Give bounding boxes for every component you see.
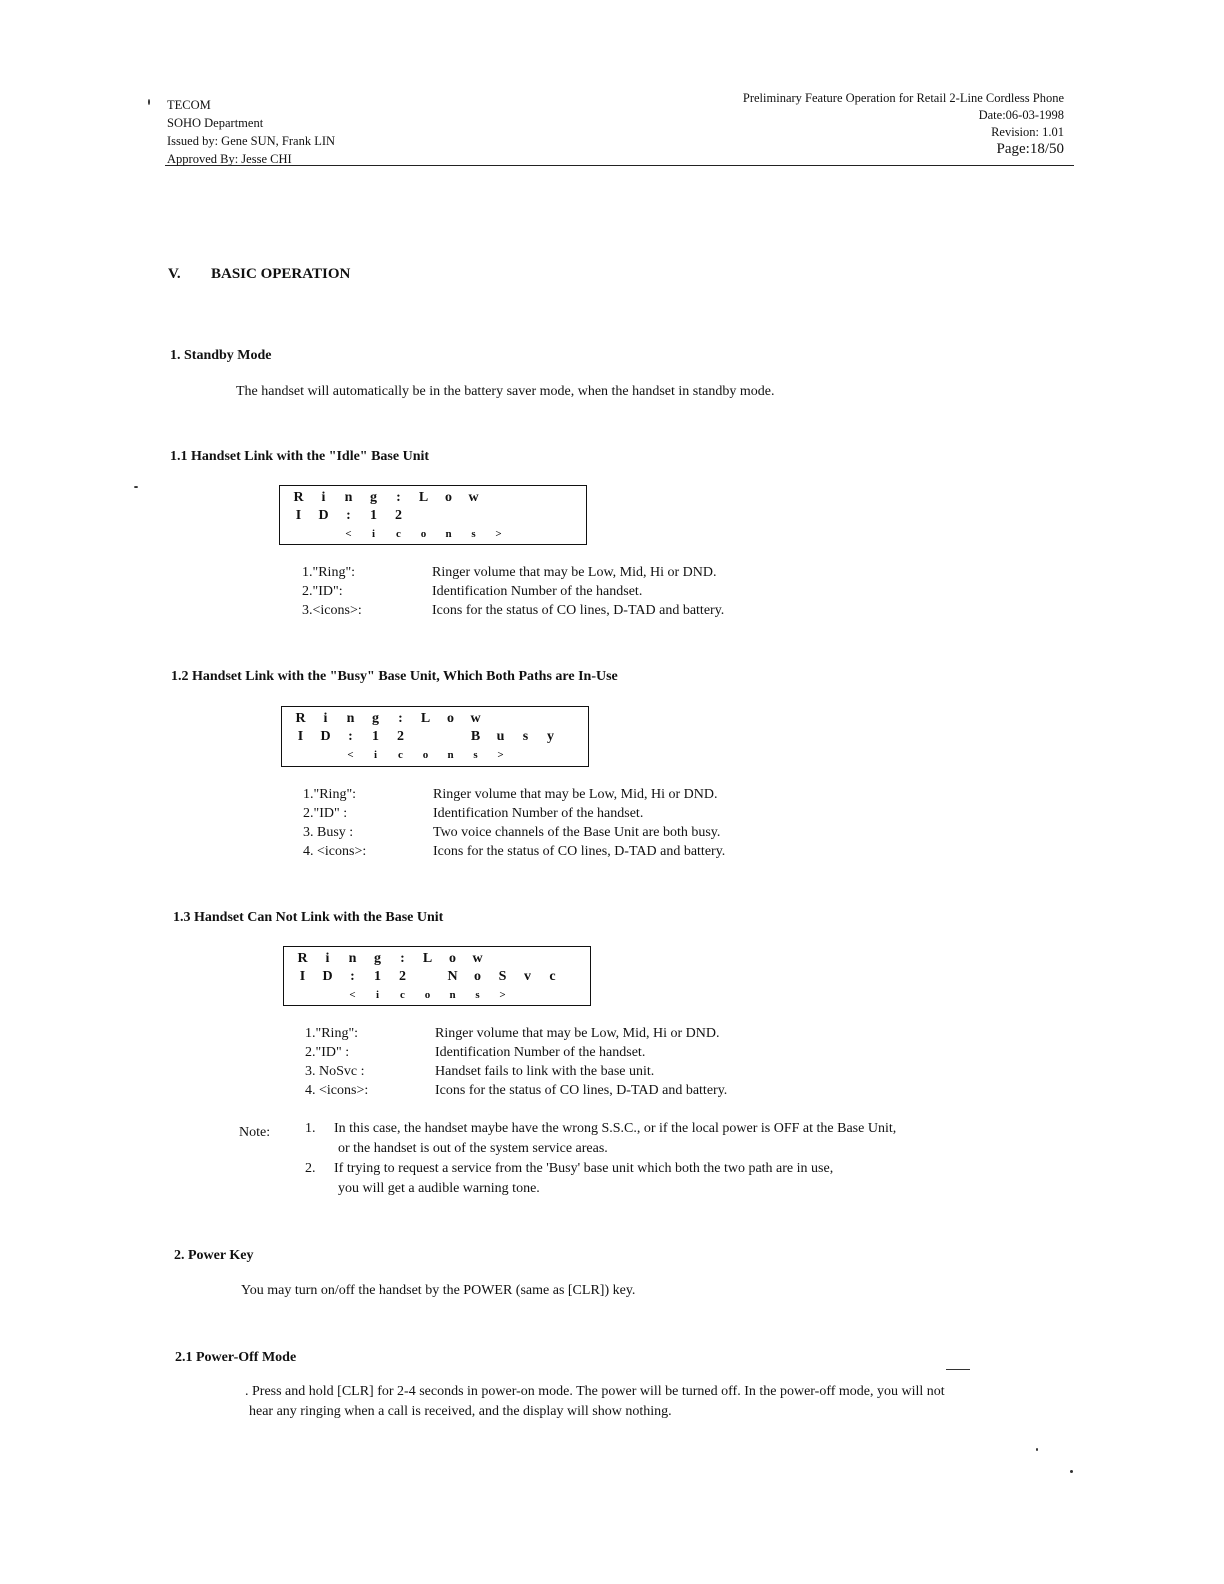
header-department: SOHO Department [167, 116, 264, 130]
lcd-line-2: I D : 1 2 N o S v c [299, 969, 556, 984]
header-revision: Revision: 1.01 [991, 125, 1064, 139]
power-off-title: 2.1 Power-Off Mode [175, 1350, 297, 1365]
header-divider [165, 165, 1074, 166]
lcd-line-2: I D : 1 2 B u s y [297, 729, 554, 744]
power-off-line-2: hear any ringing when a call is received, and the display will show nothing. [249, 1404, 672, 1419]
lcd-line-2: I D : 1 2 [295, 508, 402, 523]
section-title: BASIC OPERATION [211, 266, 351, 282]
scan-speck [1036, 1448, 1038, 1451]
header-left [167, 96, 335, 168]
lcd-line-3: < i c o n s > [349, 989, 506, 1001]
s13-title: 1.3 Handset Can Not Link with the Base Unit [173, 910, 444, 925]
lcd-display-idle [279, 485, 587, 545]
s12-title: 1.2 Handset Link with the "Busy" Base Unit, Which Both Paths are In-Use [171, 669, 618, 684]
standby-text: The handset will automatically be in the battery saver mode, when the handset in standby mode. [236, 384, 775, 399]
standby-title: 1. Standby Mode [170, 348, 272, 363]
scan-speck [134, 486, 138, 488]
header-doc-title: Preliminary Feature Operation for Retail 2-Line Cordless Phone [742, 91, 1064, 105]
header-page: Page:18/50 [996, 141, 1064, 157]
section-number: V. [168, 266, 181, 282]
header-date: Date:06-03-1998 [978, 108, 1064, 122]
lcd-line-3: < i c o n s > [345, 528, 502, 540]
power-key-title: 2. Power Key [174, 1248, 254, 1263]
scan-speck [148, 99, 150, 105]
power-off-line-1: . Press and hold [CLR] for 2-4 seconds in power-on mode. The power will be turned off. In the power-off mode, you will not [245, 1384, 945, 1399]
header-approved-by: Approved By: Jesse CHI [167, 152, 292, 166]
lcd-line-3: < i c o n s > [347, 749, 504, 761]
lcd-line-1: R i n g : L o w [295, 711, 481, 726]
header-right [743, 90, 1064, 158]
lcd-display-nosvc [283, 946, 591, 1006]
lcd-line-1: R i n g : L o w [293, 490, 479, 505]
scan-mark [946, 1369, 970, 1370]
power-key-text: You may turn on/off the handset by the POWER (same as [CLR]) key. [241, 1283, 636, 1298]
lcd-line-1: R i n g : L o w [297, 951, 483, 966]
note-label: Note: [239, 1125, 271, 1140]
s11-title: 1.1 Handset Link with the "Idle" Base Unit [170, 449, 430, 464]
header-issued-by: Issued by: Gene SUN, Frank LIN [167, 134, 336, 148]
header-company: TECOM [167, 98, 211, 112]
lcd-display-busy [281, 706, 589, 767]
scan-speck [1070, 1470, 1073, 1473]
